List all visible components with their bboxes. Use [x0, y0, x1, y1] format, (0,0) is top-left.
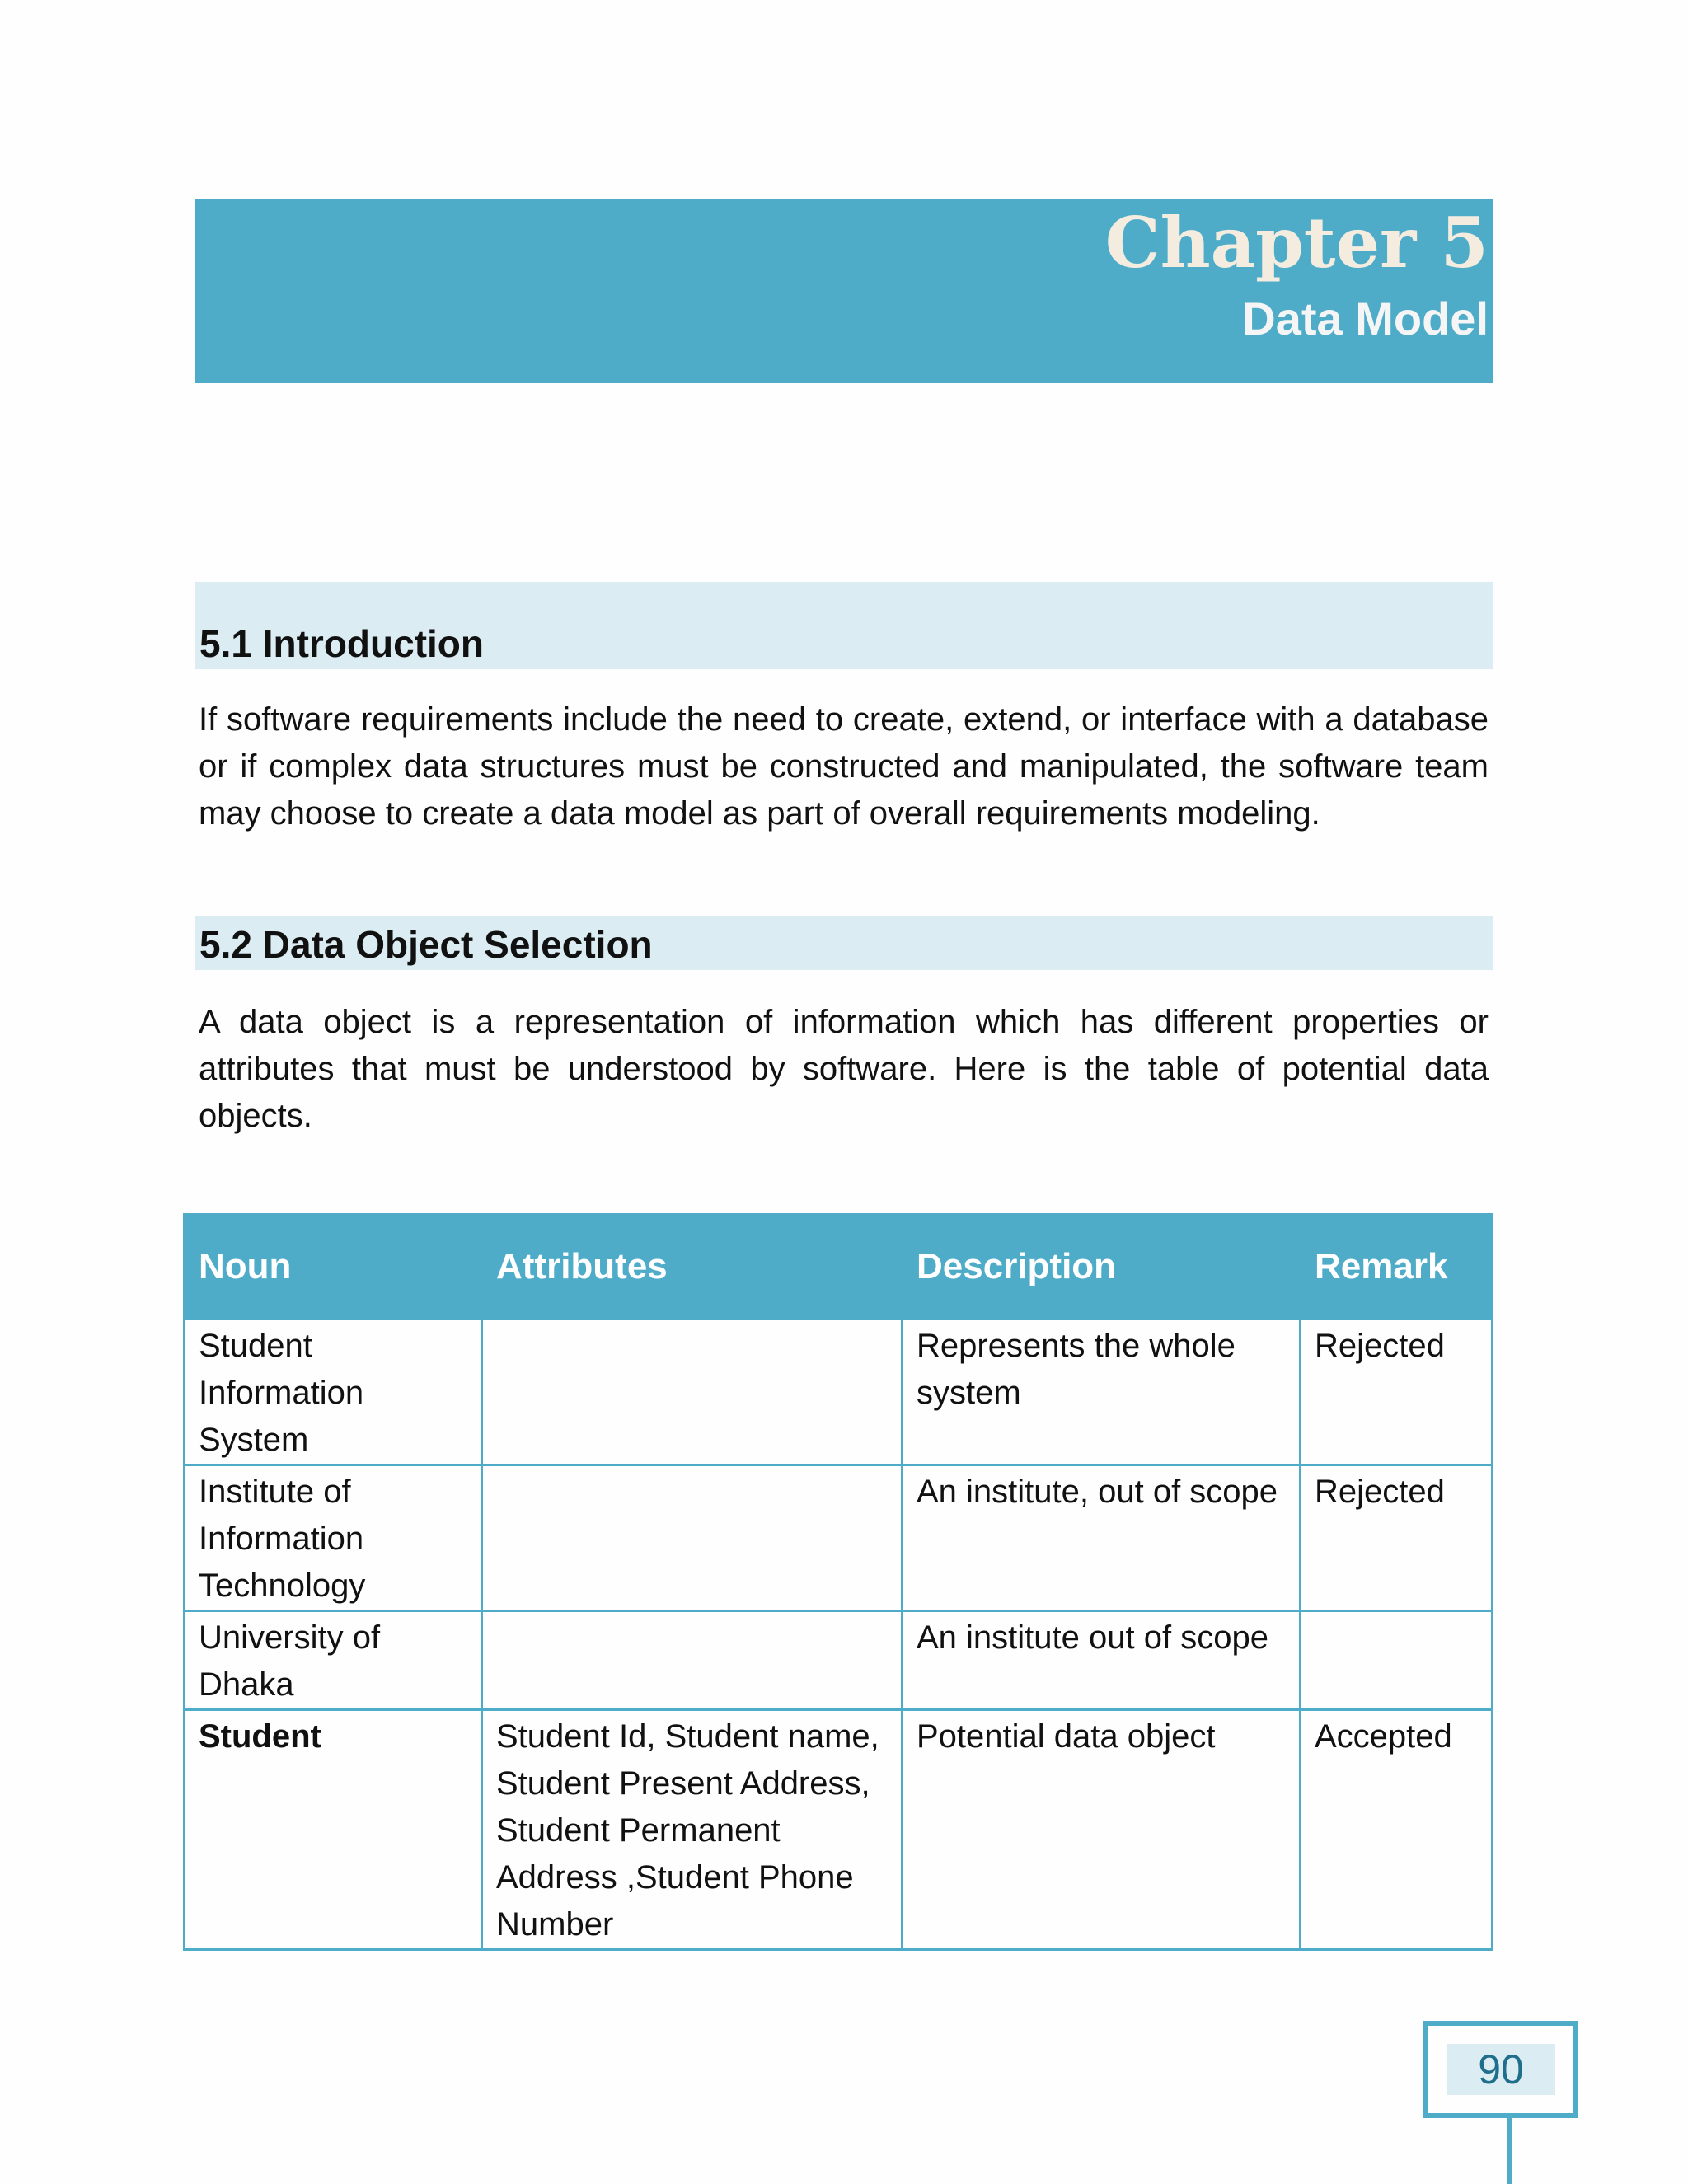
column-header-noun: Noun: [185, 1215, 482, 1319]
data-objects-table: [183, 1213, 1493, 1951]
description-cell: Represents the whole system: [903, 1319, 1301, 1465]
chapter-title: Chapter 5: [1104, 202, 1489, 284]
section-heading-introduction: 5.1 Introduction: [199, 622, 484, 665]
table-row: [185, 1465, 1493, 1611]
column-header-remark: Remark: [1301, 1215, 1493, 1319]
chapter-subtitle: Data Model: [1242, 293, 1489, 344]
table-row: [185, 1611, 1493, 1710]
remark-cell: [1301, 1611, 1493, 1710]
page-number: 90: [1447, 2044, 1555, 2095]
noun-cell: University of Dhaka: [185, 1611, 482, 1710]
attributes-cell: Student Id, Student name, Student Present Address, Student Permanent Address ,Student Phone Number: [482, 1710, 903, 1950]
description-cell: An institute, out of scope: [903, 1465, 1301, 1611]
attributes-cell: [482, 1611, 903, 1710]
description-cell: Potential data object: [903, 1710, 1301, 1950]
attributes-cell: [482, 1319, 903, 1465]
page-number-stem: [1507, 2118, 1512, 2184]
noun-cell: Institute of Information Technology: [185, 1465, 482, 1611]
section-data-object-selection-band: [195, 916, 1493, 970]
noun-cell: Student: [185, 1710, 482, 1950]
remark-cell: Accepted: [1301, 1710, 1493, 1950]
remark-cell: Rejected: [1301, 1319, 1493, 1465]
section-heading-data-object-selection: 5.2 Data Object Selection: [199, 923, 653, 966]
data-object-selection-paragraph: A data object is a representation of information which has different properties or attributes that must be understood by software. Here is the table of potential data objects.: [199, 1004, 1489, 1134]
chapter-banner: [195, 199, 1493, 383]
table-row: [185, 1710, 1493, 1950]
column-header-description: Description: [903, 1215, 1301, 1319]
column-header-attributes: Attributes: [482, 1215, 903, 1319]
remark-cell: Rejected: [1301, 1465, 1493, 1611]
page-number-box: [1423, 2021, 1578, 2118]
noun-cell: Student Information System: [185, 1319, 482, 1465]
attributes-cell: [482, 1465, 903, 1611]
table-row: [185, 1319, 1493, 1465]
section-introduction-band: [195, 582, 1493, 669]
introduction-paragraph: If software requirements include the need to create, extend, or interface with a database or if complex data structures must be constructed and manipulated, the software team may choose to create a data model as part of overall requirements modeling.: [199, 701, 1489, 832]
description-cell: An institute out of scope: [903, 1611, 1301, 1710]
table-header-row: [185, 1215, 1493, 1319]
